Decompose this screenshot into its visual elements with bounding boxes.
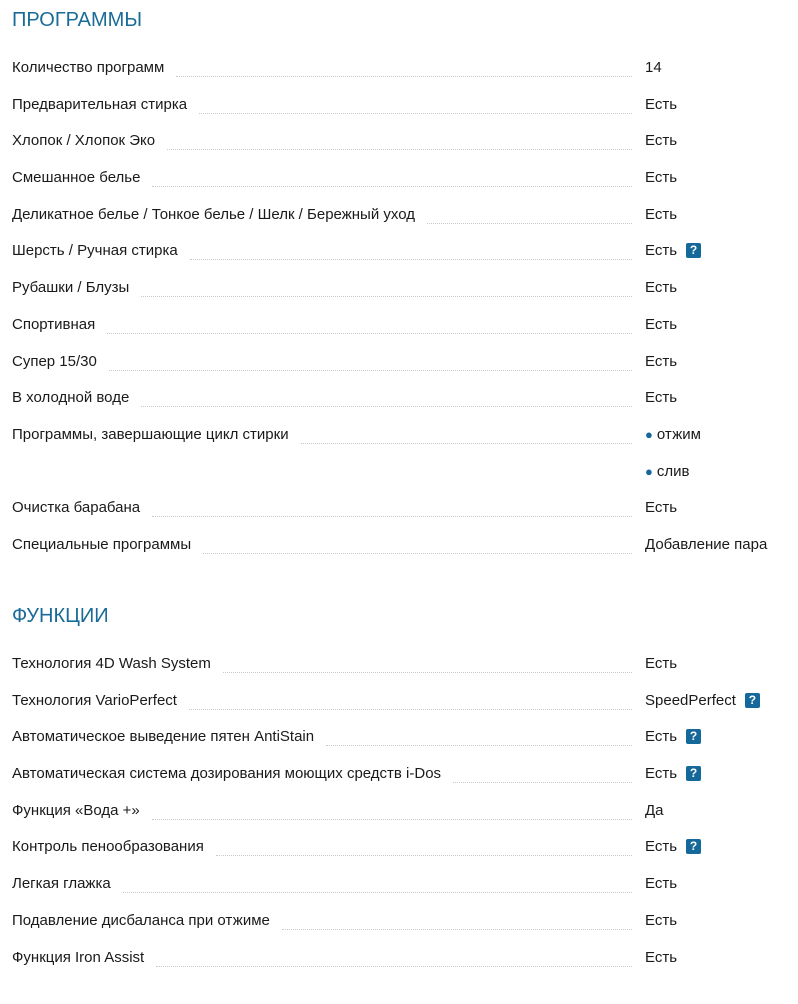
spec-value xyxy=(645,500,677,515)
dotted-leader xyxy=(176,76,632,77)
spec-value xyxy=(645,60,662,75)
spec-value xyxy=(645,317,677,332)
spec-value-text: Есть xyxy=(645,95,678,113)
spec-value-text: Есть xyxy=(645,389,678,407)
spec-row xyxy=(0,905,798,942)
spec-row xyxy=(0,309,798,346)
bullet-icon: ● xyxy=(645,463,653,479)
spec-value xyxy=(645,207,677,222)
spec-value-text: Есть xyxy=(645,655,678,672)
spec-label: Количество программ xyxy=(12,59,165,76)
spec-label: Очистка барабана xyxy=(12,499,141,517)
spec-value-text: Есть xyxy=(645,205,678,223)
spec-value xyxy=(645,280,677,295)
spec-row xyxy=(0,419,798,456)
spec-row xyxy=(0,942,798,979)
help-icon[interactable]: ? xyxy=(686,243,701,258)
spec-row xyxy=(0,199,798,236)
spec-label: Хлопок / Хлопок Эко xyxy=(12,132,156,150)
dotted-leader xyxy=(199,113,632,114)
spec-value-text: отжим xyxy=(656,425,701,443)
dotted-leader xyxy=(189,709,632,710)
spec-row xyxy=(0,52,798,89)
spec-value xyxy=(645,950,677,965)
spec-value xyxy=(645,170,677,185)
spec-label: Смешанное белье xyxy=(12,169,141,187)
dotted-leader xyxy=(123,892,632,893)
dotted-leader xyxy=(326,745,632,746)
spec-row xyxy=(0,492,798,529)
spec-value xyxy=(645,427,701,442)
spec-value xyxy=(645,464,689,479)
dotted-leader xyxy=(301,443,632,444)
spec-row xyxy=(0,382,798,419)
dotted-leader xyxy=(109,370,632,371)
spec-value-text: слив xyxy=(656,462,690,480)
dotted-leader xyxy=(152,186,632,187)
spec-label: Рубашки / Блузы xyxy=(12,279,130,297)
spec-label: Технология 4D Wash System xyxy=(12,655,211,672)
spec-value-text: Есть xyxy=(645,911,678,929)
spec-label: Программы, завершающие цикл стирки xyxy=(12,425,289,443)
spec-value xyxy=(645,656,677,671)
spec-value-text: Есть xyxy=(645,499,678,517)
spec-value xyxy=(645,693,760,708)
spec-row xyxy=(0,456,798,493)
spec-label: Спортивная xyxy=(12,315,96,333)
spec-row xyxy=(0,235,798,272)
dotted-leader xyxy=(282,929,632,930)
spec-value-text: Есть xyxy=(645,948,678,966)
spec-value xyxy=(645,913,677,928)
spec-value-text: 14 xyxy=(645,59,662,76)
spec-row xyxy=(0,795,798,832)
spec-label: Функция Iron Assist xyxy=(12,948,145,966)
bullet-icon: ● xyxy=(645,426,653,442)
spec-value-text: Есть xyxy=(645,765,678,783)
spec-value xyxy=(645,876,677,891)
dotted-leader xyxy=(141,406,632,407)
spec-label: Автоматическое выведение пятен AntiStain xyxy=(12,728,315,746)
spec-value xyxy=(645,390,677,405)
dotted-leader xyxy=(167,149,632,150)
spec-value xyxy=(645,243,701,258)
spec-row xyxy=(0,868,798,905)
spec-label: Предварительная стирка xyxy=(12,95,188,113)
spec-row xyxy=(0,648,798,685)
spec-row xyxy=(0,721,798,758)
help-icon[interactable]: ? xyxy=(686,729,701,744)
dotted-leader xyxy=(141,296,632,297)
spec-row xyxy=(0,125,798,162)
dotted-leader xyxy=(152,516,632,517)
dotted-leader xyxy=(203,553,632,554)
dotted-leader xyxy=(427,223,632,224)
dotted-leader xyxy=(223,672,632,673)
spec-value xyxy=(645,839,701,854)
spec-row xyxy=(0,162,798,199)
spec-label: Шерсть / Ручная стирка xyxy=(12,242,178,260)
dotted-leader xyxy=(190,259,632,260)
functions-spec-list xyxy=(0,648,798,978)
spec-value-text: Есть xyxy=(645,875,678,893)
spec-row xyxy=(0,758,798,795)
spec-label: Деликатное белье / Тонкое белье / Шелк / Бережный уход xyxy=(12,205,415,223)
spec-label: Автоматическая система дозирования моющих средств i-Dos xyxy=(12,765,442,783)
spec-label: Функция «Вода +» xyxy=(12,801,140,819)
dotted-leader xyxy=(453,782,632,783)
spec-value-text: Есть xyxy=(645,315,678,333)
spec-row xyxy=(0,89,798,126)
spec-value-text: Есть xyxy=(645,279,678,297)
spec-value xyxy=(645,766,701,781)
programs-spec-list xyxy=(0,52,798,566)
dotted-leader xyxy=(152,819,632,820)
spec-value-text: Добавление пара xyxy=(645,535,768,553)
spec-value xyxy=(645,537,767,552)
spec-value xyxy=(645,97,677,112)
programs-section-title: ПРОГРАММЫ xyxy=(12,9,143,31)
spec-label: В холодной воде xyxy=(12,389,130,407)
spec-label: Подавление дисбаланса при отжиме xyxy=(12,911,270,929)
dotted-leader xyxy=(156,966,632,967)
spec-label: Супер 15/30 xyxy=(12,352,97,370)
dotted-leader xyxy=(216,855,632,856)
spec-value-text: SpeedPerfect xyxy=(645,691,736,709)
spec-row xyxy=(0,272,798,309)
spec-value xyxy=(645,133,677,148)
spec-value xyxy=(645,729,701,744)
functions-section-title: ФУНКЦИИ xyxy=(12,605,109,627)
spec-row xyxy=(0,685,798,722)
spec-value-text: Есть xyxy=(645,132,678,150)
spec-label: Технология VarioPerfect xyxy=(12,691,177,709)
spec-row xyxy=(0,529,798,566)
spec-label: Легкая глажка xyxy=(12,875,111,893)
spec-value-text: Да xyxy=(645,801,664,819)
spec-row xyxy=(0,831,798,868)
help-icon[interactable]: ? xyxy=(686,839,701,854)
spec-value xyxy=(645,354,677,369)
help-icon[interactable]: ? xyxy=(745,693,760,708)
spec-value-text: Есть xyxy=(645,242,678,260)
spec-value-text: Есть xyxy=(645,838,678,856)
spec-value-text: Есть xyxy=(645,728,678,746)
help-icon[interactable]: ? xyxy=(686,766,701,781)
dotted-leader xyxy=(107,333,632,334)
spec-value xyxy=(645,803,664,818)
spec-label: Контроль пенообразования xyxy=(12,838,204,856)
spec-label: Специальные программы xyxy=(12,535,192,553)
spec-value-text: Есть xyxy=(645,169,678,187)
spec-value-text: Есть xyxy=(645,352,678,370)
spec-row xyxy=(0,346,798,383)
